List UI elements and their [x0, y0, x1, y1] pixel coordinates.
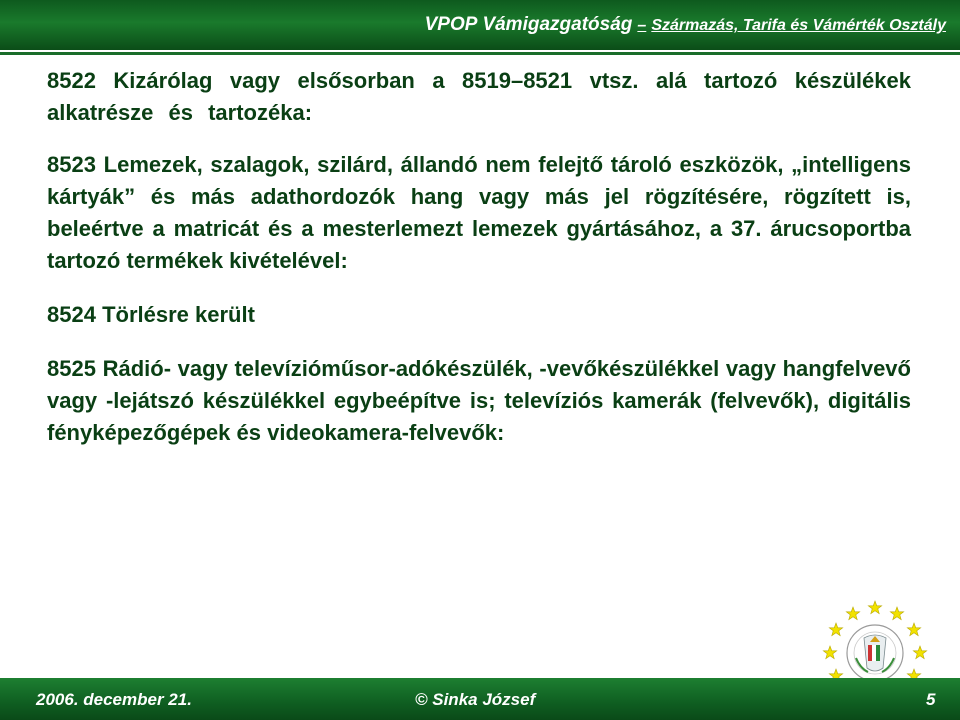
- header-separator: –: [637, 17, 647, 34]
- header-agency: Vámigazgatóság: [482, 14, 633, 35]
- tariff-text: Törlésre került: [102, 302, 255, 327]
- tariff-code: 8522: [47, 68, 96, 93]
- tariff-paragraph-8523: [47, 149, 911, 277]
- tariff-text: Rádió- vagy televízióműsor-adókészülék, -vevőkészülékkel vagy hangfelvevő vagy -lejátszó készülékkel egybeépítve is; televíziós kamerák (felvevők), digitális fényképezőgépek és videokamera-felvevők:: [47, 356, 911, 445]
- tariff-paragraph-8525: [47, 353, 911, 449]
- tariff-code: 8524: [47, 302, 96, 327]
- slide-body: [47, 65, 911, 449]
- page-number: 5: [926, 690, 936, 709]
- footer-date: 2006. december 21.: [36, 690, 192, 709]
- tariff-text: Lemezek, szalagok, szilárd, állandó nem felejtő tároló eszközök, „intelligens kártyák” és más adathordozók hang vagy más jel rögzítésére, rögzített is, beleértve a matricát és a mesterlemezt lemezek gyártásához, a 37. árucsoportba tartozó termékek kivételével:: [47, 152, 911, 273]
- tariff-paragraph-8522: [47, 65, 911, 129]
- tariff-code: 8525: [47, 356, 96, 381]
- header-divider: [0, 52, 960, 55]
- tariff-text: Kizárólag vagy elsősorban a 8519–8521 vtsz. alá tartozó készülékek alkatrésze és tartozéka:: [47, 68, 911, 125]
- tariff-code: 8523: [47, 152, 96, 177]
- header-title: [425, 14, 946, 36]
- tariff-paragraph-8524: [47, 299, 911, 331]
- footer-author: © Sinka József: [415, 690, 536, 709]
- header-brand: VPOP: [424, 14, 478, 35]
- header-department: Származás, Tarifa és Vámérték Osztály: [651, 17, 946, 34]
